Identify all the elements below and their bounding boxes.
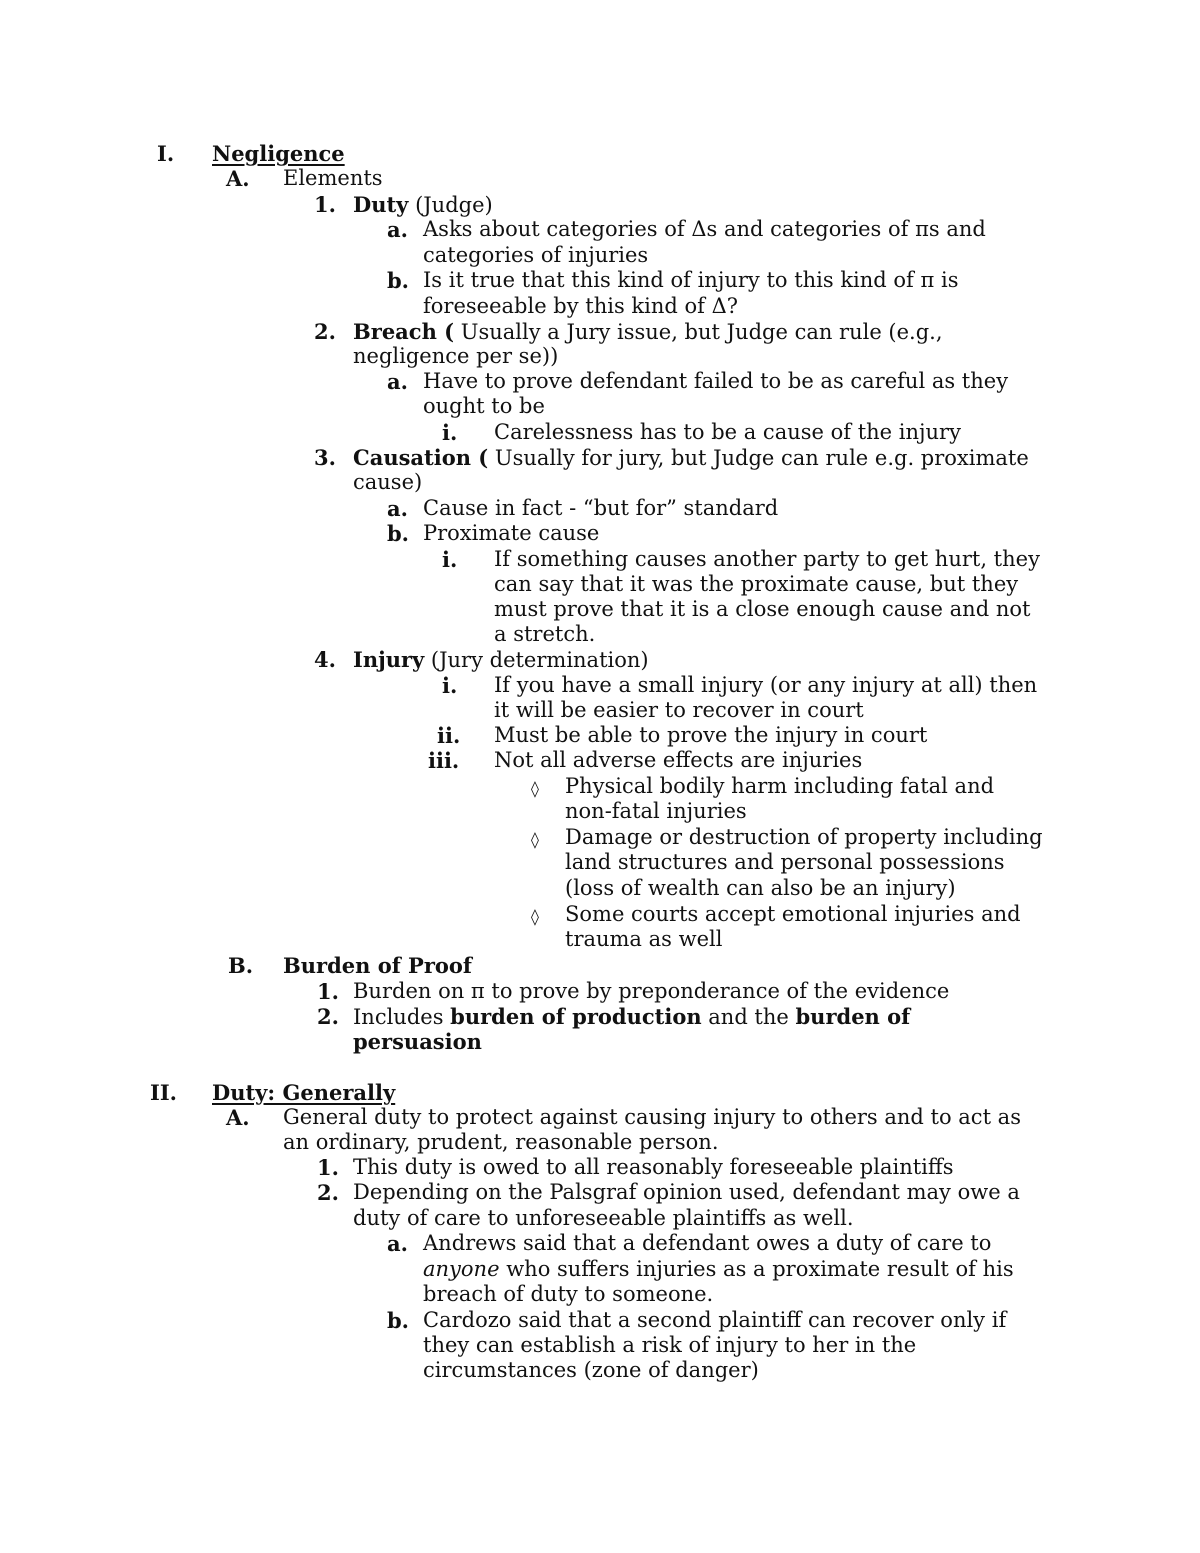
item-text: negligence per se)) [353,344,559,368]
outline-item-elements [0,166,1200,192]
outline-item-injury [0,647,1200,673]
outline-item-general-duty-1 [0,1155,1200,1181]
item-text: Cardozo said that a second plaintiff can recover only if [423,1308,1007,1332]
item-text: Proximate cause [423,521,600,545]
item-text: Some courts accept emotional injuries and [565,902,1021,926]
outline-item-causation-i [0,547,1200,573]
number-marker: 4. [314,647,336,672]
item-text [353,1004,910,1030]
letter-marker: A. [226,166,250,191]
outline-item-breach-a-cont [0,394,1200,420]
outline-item-breach-i [0,420,1200,446]
outline-section-1-heading [0,141,1200,167]
number-marker: 1. [317,1155,339,1180]
item-title: Duty [353,192,409,217]
outline-item-duty [0,192,1200,218]
letter-marker: b. [387,1308,409,1333]
item-text: If something causes another party to get hurt, they [494,547,1040,571]
letter-marker: b. [387,521,409,546]
item-text: they can establish a risk of injury to her in the [423,1333,917,1357]
item-text: Damage or destruction of property including [565,825,1043,849]
item-paren: (Jury determination) [424,648,649,672]
item-title: Breach ( [353,319,455,344]
item-text: Is it true that this kind of injury to this kind of π is [423,268,959,292]
bold-term: persuasion [353,1029,482,1054]
letter-marker: A. [226,1105,250,1130]
outline-item-injury-ii [0,723,1200,749]
item-text: must prove that it is a close enough cause and not [494,597,1031,621]
outline-item-causation-i-cont [0,622,1200,648]
outline-item-burden-2 [0,1004,1200,1030]
text-run: Includes [353,1005,451,1029]
roman-numeral: II. [150,1080,177,1105]
outline-item-cardozo [0,1308,1200,1334]
text-run: who suffers injuries as a proximate result of his [499,1257,1014,1281]
item-text: duty of care to unforeseeable plaintiffs as well. [353,1206,854,1230]
item-paren: Usually a Jury issue, but Judge can rule (e.g., [454,320,943,344]
number-marker: 2. [317,1004,339,1029]
section-title: Duty: Generally [212,1080,396,1105]
outline-item-injury-i [0,673,1200,699]
item-title: Burden of Proof [283,953,472,978]
diamond-bullet-icon: ◊ [531,830,539,849]
bold-term: burden of [795,1004,911,1029]
outline-item-causation-i-cont [0,572,1200,598]
item-text [423,1257,1014,1282]
item-text: Physical bodily harm including fatal and [565,774,995,798]
item-text [353,192,493,218]
item-text: Andrews said that a defendant owes a duty of care to [423,1231,992,1255]
bullet-item [0,902,1200,928]
outline-item-causation-cont [0,470,1200,496]
outline-item-general-duty-cont [0,1130,1200,1156]
number-marker: 3. [314,445,336,470]
item-text: ought to be [423,394,545,418]
item-text: Cause in fact - “but for” standard [423,496,779,520]
item-text: This duty is owed to all reasonably foreseeable plaintiffs [353,1155,954,1179]
item-text: land structures and personal possessions [565,850,1005,874]
item-text: can say that it was the proximate cause, but they [494,572,1019,596]
item-text [353,319,943,345]
outline-item-breach [0,319,1200,345]
section-title: Negligence [212,141,345,166]
item-text: cause) [353,470,423,494]
item-text: Depending on the Palsgraf opinion used, defendant may owe a [353,1180,1020,1204]
outline-item-general-duty-2 [0,1180,1200,1206]
roman-marker: i. [442,673,458,698]
item-text: trauma as well [565,927,723,951]
outline-item-causation-a [0,496,1200,522]
bullet-item-cont [0,876,1200,902]
outline-item-burden-2-cont [0,1029,1200,1055]
diamond-bullet-icon: ◊ [531,779,539,798]
item-text: Carelessness has to be a cause of the injury [494,420,961,444]
bullet-item-cont [0,850,1200,876]
outline-item-burden-of-proof [0,953,1200,979]
letter-marker: a. [387,369,408,394]
number-marker: 2. [314,319,336,344]
item-text: (loss of wealth can also be an injury) [565,876,956,900]
outline-item-cardozo-cont [0,1358,1200,1384]
item-text: General duty to protect against causing injury to others and to act as [283,1105,1021,1129]
outline-item-cardozo-cont [0,1333,1200,1359]
number-marker: 1. [317,979,339,1004]
item-paren: Usually for jury, but Judge can rule e.g. proximate [488,446,1029,470]
item-text: Must be able to prove the injury in court [494,723,928,747]
outline-item-general-duty-2-cont [0,1206,1200,1232]
outline-item-duty-b [0,268,1200,294]
letter-marker: a. [387,217,408,242]
outline-item-andrews-cont [0,1282,1200,1308]
outline-item-causation-i-cont [0,597,1200,623]
roman-marker: ii. [437,723,461,748]
item-text: Not all adverse effects are injuries [494,748,863,772]
outline-item-causation [0,445,1200,471]
item-text: foreseeable by this kind of Δ? [423,294,739,318]
outline-item-breach-a [0,369,1200,395]
roman-marker: iii. [428,748,460,773]
outline-item-duty-a-cont [0,243,1200,269]
outline-item-andrews-cont [0,1257,1200,1283]
outline-item-injury-i-cont [0,698,1200,724]
item-text: it will be easier to recover in court [494,698,864,722]
bullet-item [0,825,1200,851]
number-marker: 2. [317,1180,339,1205]
outline-item-causation-b [0,521,1200,547]
item-text: Burden on π to prove by preponderance of the evidence [353,979,950,1003]
item-text: Asks about categories of Δs and categories of πs and [423,217,986,241]
bullet-item [0,774,1200,800]
letter-marker: a. [387,496,408,521]
item-text: breach of duty to someone. [423,1282,714,1306]
item-text: non-fatal injuries [565,799,747,823]
outline-item-breach-cont [0,344,1200,370]
outline-item-burden-1 [0,979,1200,1005]
item-title: Injury [353,647,425,672]
bold-term: burden of production [450,1004,702,1029]
item-text: If you have a small injury (or any injury at all) then [494,673,1038,697]
item-title: Causation ( [353,445,489,470]
bullet-item-cont [0,927,1200,953]
number-marker: 1. [314,192,336,217]
roman-marker: i. [442,420,458,445]
letter-marker: b. [387,268,409,293]
outline-item-duty-a [0,217,1200,243]
item-text [353,647,649,673]
outline-item-andrews [0,1231,1200,1257]
outline-item-injury-iii [0,748,1200,774]
item-text [353,445,1029,471]
item-text: Have to prove defendant failed to be as careful as they [423,369,1009,393]
text-run: and the [701,1005,796,1029]
item-paren: (Judge) [408,193,493,217]
outline-item-general-duty [0,1105,1200,1131]
item-text: Elements [283,166,383,190]
diamond-bullet-icon: ◊ [531,907,539,926]
outline-section-2-heading [0,1080,1200,1106]
item-text: an ordinary, prudent, reasonable person. [283,1130,719,1154]
item-text: categories of injuries [423,243,649,267]
roman-marker: i. [442,547,458,572]
item-text: circumstances (zone of danger) [423,1358,759,1382]
bullet-item-cont [0,799,1200,825]
italic-term: anyone [423,1257,500,1281]
roman-numeral: I. [157,141,175,166]
letter-marker: a. [387,1231,408,1256]
outline-item-duty-b-cont [0,294,1200,320]
item-text: a stretch. [494,622,596,646]
letter-marker: B. [228,953,254,978]
